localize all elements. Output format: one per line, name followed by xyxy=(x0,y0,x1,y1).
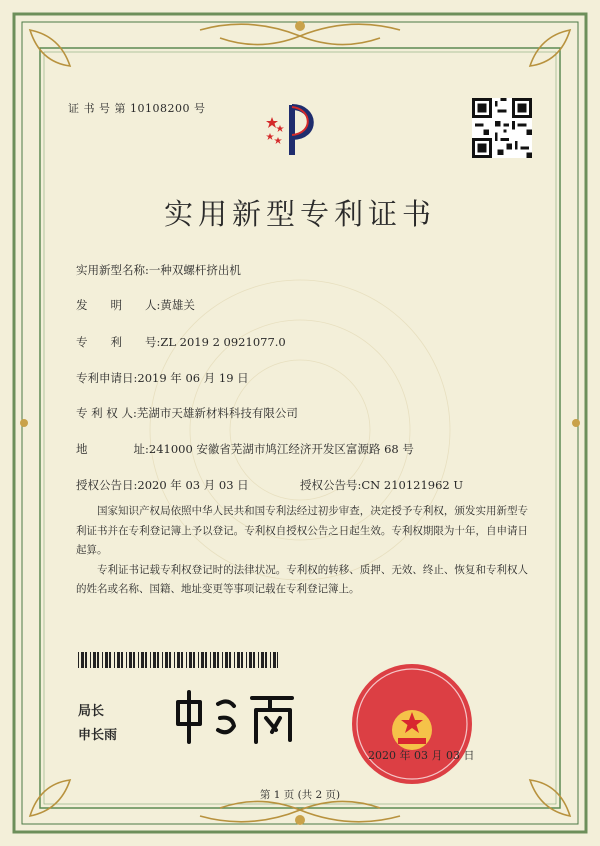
field-value: 一种双螺杆挤出机 xyxy=(148,263,241,277)
field-label: 发 明 人: xyxy=(76,298,161,312)
field-address xyxy=(76,441,414,457)
field-filing-date xyxy=(76,370,249,386)
field-label: 实用新型名称: xyxy=(76,263,149,277)
certificate-number: 证 书 号 第 10108200 号 xyxy=(68,102,206,115)
seal-date: 2020 年 03 月 03 日 xyxy=(368,749,475,762)
field-grant-number xyxy=(300,477,463,493)
field-value: 241000 安徽省芜湖市鸠江经济开发区富源路 68 号 xyxy=(148,442,414,456)
field-label: 授权公告号: xyxy=(300,478,362,492)
qr-code xyxy=(472,98,532,158)
director-signature xyxy=(170,680,310,750)
field-label: 专 利 权 人: xyxy=(76,406,137,420)
field-value: 2020 年 03 月 03 日 xyxy=(137,478,249,492)
director-name: 申长雨 xyxy=(78,728,118,743)
patent-office-logo xyxy=(258,95,328,165)
field-inventor xyxy=(76,297,195,313)
body-paragraph: 专利证书记载专利权登记时的法律状况。专利权的转移、质押、无效、终止、恢复和专利权人的姓名或名称、国籍、地址变更等事项记载在专利登记簿上。 xyxy=(76,563,528,595)
official-seal xyxy=(348,660,476,788)
field-label: 专利申请日: xyxy=(76,371,138,385)
field-patentee xyxy=(76,405,298,421)
certificate-title: 实用新型专利证书 xyxy=(163,197,436,231)
field-label: 专 利 号: xyxy=(76,335,161,349)
page-number: 第 1 页 (共 2 页) xyxy=(259,789,341,801)
body-paragraph: 国家知识产权局依照中华人民共和国专利法经过初步审查，决定授予专利权，颁发实用新型专利证书并在专利登记簿上予以登记。专利权自授权公告之日起生效。专利权期限为十年，自申请日起算。 xyxy=(76,505,528,556)
barcode xyxy=(78,652,278,668)
field-grant-date xyxy=(76,477,249,493)
director-title: 局长 xyxy=(78,704,105,719)
body-text xyxy=(76,502,528,600)
field-patent-number xyxy=(76,334,286,350)
field-value: 黄雄关 xyxy=(160,298,195,312)
field-value: 芜湖市天雄新材料科技有限公司 xyxy=(136,406,298,420)
field-label: 授权公告日: xyxy=(76,478,138,492)
field-utility-model-name xyxy=(76,262,241,278)
field-value: ZL 2019 2 0921077.0 xyxy=(160,335,286,349)
field-value: CN 210121962 U xyxy=(361,478,464,492)
field-value: 2019 年 06 月 19 日 xyxy=(137,371,249,385)
field-label: 地 址: xyxy=(76,442,149,456)
